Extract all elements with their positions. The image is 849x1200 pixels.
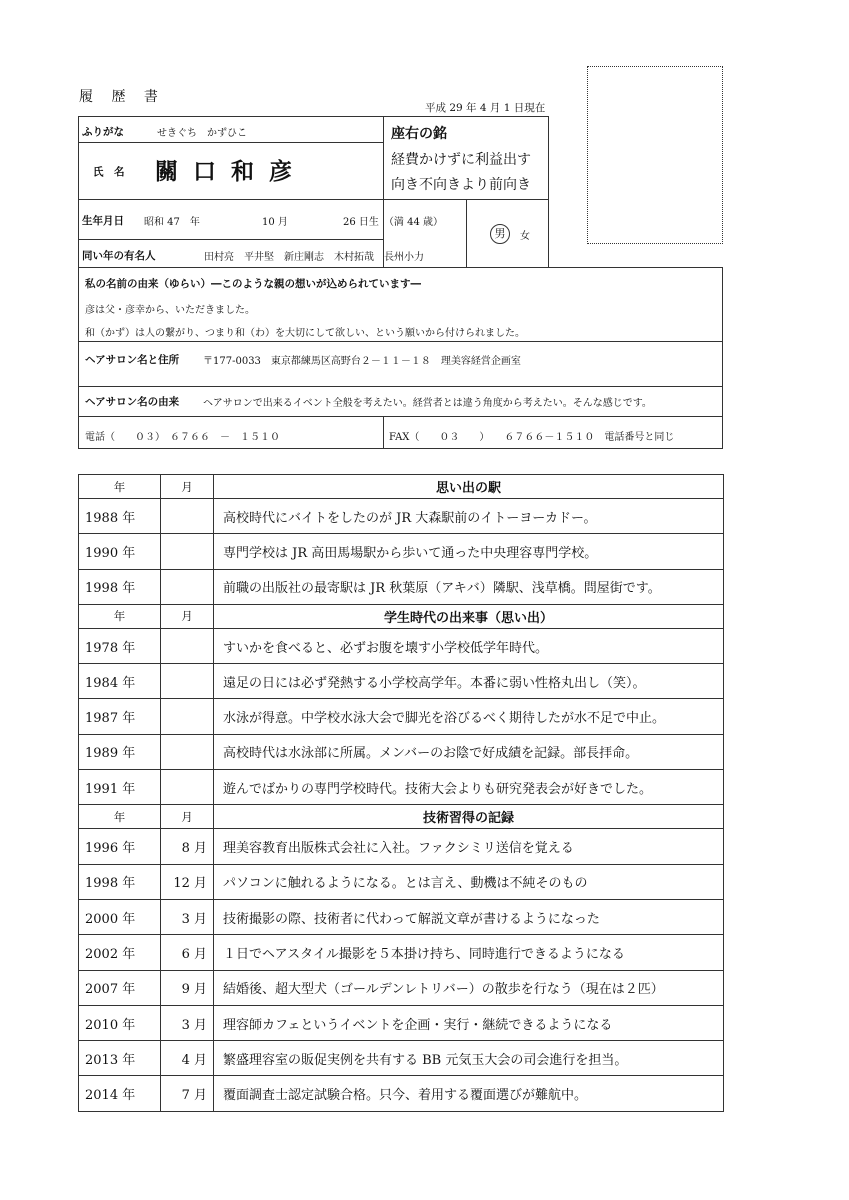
- year-column-header: 年: [79, 805, 161, 829]
- row-year: 2000 年: [79, 899, 161, 934]
- row-event: 高校時代は水泳部に所属。メンバーのお陰で好成績を記録。部長拝命。: [214, 734, 724, 769]
- table-row: [79, 499, 724, 534]
- table-row: [79, 770, 724, 805]
- table-row: [79, 935, 724, 970]
- row-month: 12 月: [161, 864, 214, 899]
- motto-line-1: 経費かけずに利益出す: [391, 152, 531, 168]
- name-origin-line-2: 和（かず）は人の繋がり、つまり和（わ）を大切にして欲しい、という願いから付けられました。: [85, 328, 525, 339]
- row-year: 1987 年: [79, 699, 161, 734]
- month-column-header: 月: [161, 805, 214, 829]
- row-event: 技術撮影の際、技術者に代わって解説文章が書けるようになった: [214, 899, 724, 934]
- row-year: 2010 年: [79, 1005, 161, 1040]
- motto-label: 座右の銘: [391, 126, 447, 142]
- phone-number: 電話（ ０３） ６７６６ － １５１０: [85, 432, 280, 443]
- row-event: 覆面調査士認定試験合格。只今、着用する覆面選びが難航中。: [214, 1076, 724, 1111]
- row-month: [161, 499, 214, 534]
- section-title: 思い出の駅: [214, 475, 724, 499]
- row-month: 3 月: [161, 1005, 214, 1040]
- table-row: [79, 734, 724, 769]
- row-year: 1988 年: [79, 499, 161, 534]
- salon-address: 〒177-0033 東京都練馬区高野台２－１１－１８ 理美容経営企画室: [203, 356, 521, 367]
- table-row: [79, 829, 724, 864]
- table-row: [79, 699, 724, 734]
- row-year: 1998 年: [79, 864, 161, 899]
- row-month: 9 月: [161, 970, 214, 1005]
- table-row: [79, 899, 724, 934]
- row-month: [161, 628, 214, 663]
- document-date: 平成 29 年 4 月 1 日現在: [425, 102, 546, 114]
- table-row: [79, 1005, 724, 1040]
- full-name: 關口和彦: [155, 158, 307, 185]
- table-row: [79, 569, 724, 604]
- table-row: [79, 864, 724, 899]
- row-event: １日でヘアスタイル撮影を５本掛け持ち、同時進行できるようになる: [214, 935, 724, 970]
- month-column-header: 月: [161, 475, 214, 499]
- row-month: 3 月: [161, 899, 214, 934]
- row-year: 1978 年: [79, 628, 161, 663]
- row-event: 水泳が得意。中学校水泳大会で脚光を浴びるべく期待したが水不足で中止。: [214, 699, 724, 734]
- row-event: 前職の出版社の最寄駅は JR 秋葉原（アキバ）隣駅、浅草橋。問屋街です。: [214, 569, 724, 604]
- furigana-label: ふりがな: [82, 126, 124, 138]
- row-month: [161, 699, 214, 734]
- row-month: [161, 734, 214, 769]
- birth-era-year: 昭和 47 年: [144, 217, 200, 228]
- birth-day: 26 日生 （満 44 歳）: [343, 217, 443, 228]
- row-year: 2002 年: [79, 935, 161, 970]
- row-year: 1998 年: [79, 569, 161, 604]
- section-header: [79, 604, 724, 628]
- peers-label: 同い年の有名人: [82, 250, 156, 262]
- row-event: 専門学校は JR 高田馬場駅から歩いて通った中央理容専門学校。: [214, 534, 724, 569]
- row-year: 2013 年: [79, 1041, 161, 1076]
- name-origin-line-1: 彦は父・彦幸から、いただきました。: [85, 305, 255, 316]
- row-event: パソコンに触れるようになる。とは言え、動機は不純そのもの: [214, 864, 724, 899]
- row-month: 7 月: [161, 1076, 214, 1111]
- month-column-header: 月: [161, 604, 214, 628]
- photo-placeholder: [587, 66, 723, 244]
- birth-month: 10 月: [262, 217, 288, 228]
- salon-address-label: ヘアサロン名と住所: [85, 354, 180, 366]
- section-title: 技術習得の記録: [214, 805, 724, 829]
- fax-number: FAX（ ０３ ） ６７６６－１５１０ 電話番号と同じ: [389, 432, 675, 443]
- row-year: 1991 年: [79, 770, 161, 805]
- row-event: すいかを食べると、必ずお腹を壊す小学校低学年時代。: [214, 628, 724, 663]
- year-column-header: 年: [79, 475, 161, 499]
- section-header: [79, 805, 724, 829]
- row-event: 遊んでばかりの専門学校時代。技術大会よりも研究発表会が好きでした。: [214, 770, 724, 805]
- birth-label: 生年月日: [82, 215, 124, 227]
- row-year: 1984 年: [79, 664, 161, 699]
- row-event: 高校時代にバイトをしたのが JR 大森駅前のイトーヨーカドー。: [214, 499, 724, 534]
- row-month: [161, 534, 214, 569]
- row-event: 結婚後、超大型犬（ゴールデンレトリバー）の散歩を行なう（現在は２匹）: [214, 970, 724, 1005]
- name-label: 氏 名: [93, 166, 125, 178]
- row-year: 2014 年: [79, 1076, 161, 1111]
- row-month: [161, 569, 214, 604]
- row-month: [161, 770, 214, 805]
- row-year: 1996 年: [79, 829, 161, 864]
- row-month: 4 月: [161, 1041, 214, 1076]
- furigana-value: せきぐち かずひこ: [157, 128, 247, 139]
- history-table: [78, 474, 724, 1112]
- table-row: [79, 534, 724, 569]
- profile-box: [78, 116, 549, 268]
- table-row: [79, 1041, 724, 1076]
- motto-line-2: 向き不向きより前向き: [391, 177, 531, 193]
- row-year: 1990 年: [79, 534, 161, 569]
- gender-male-selected: 男: [490, 224, 510, 244]
- row-event: 理容師カフェというイベントを企画・実行・継続できるようになる: [214, 1005, 724, 1040]
- row-event: 繁盛理容室の販促実例を共有する BB 元気玉大会の司会進行を担当。: [214, 1041, 724, 1076]
- salon-origin-label: ヘアサロン名の由来: [85, 396, 180, 408]
- table-row: [79, 628, 724, 663]
- year-column-header: 年: [79, 604, 161, 628]
- peers-value: 田村亮 平井堅 新庄剛志 木村拓哉 長州小力: [204, 252, 424, 263]
- section-header: [79, 475, 724, 499]
- row-year: 2007 年: [79, 970, 161, 1005]
- gender-female: 女: [520, 231, 530, 242]
- row-month: [161, 664, 214, 699]
- row-month: 8 月: [161, 829, 214, 864]
- name-origin-label: 私の名前の由来（ゆらい）―このような親の想いが込められています―: [85, 278, 421, 290]
- row-year: 1989 年: [79, 734, 161, 769]
- table-row: [79, 970, 724, 1005]
- salon-origin: ヘアサロンで出来るイベント全般を考えたい。経営者とは違う角度から考えたい。そんな感じです。: [203, 398, 652, 409]
- row-event: 遠足の日には必ず発熱する小学校高学年。本番に弱い性格丸出し（笑）。: [214, 664, 724, 699]
- table-row: [79, 664, 724, 699]
- row-month: 6 月: [161, 935, 214, 970]
- details-box: [78, 267, 723, 449]
- row-event: 理美容教育出版株式会社に入社。ファクシミリ送信を覚える: [214, 829, 724, 864]
- document-title: 履 歴 書: [79, 89, 165, 105]
- section-title: 学生時代の出来事（思い出）: [214, 604, 724, 628]
- table-row: [79, 1076, 724, 1111]
